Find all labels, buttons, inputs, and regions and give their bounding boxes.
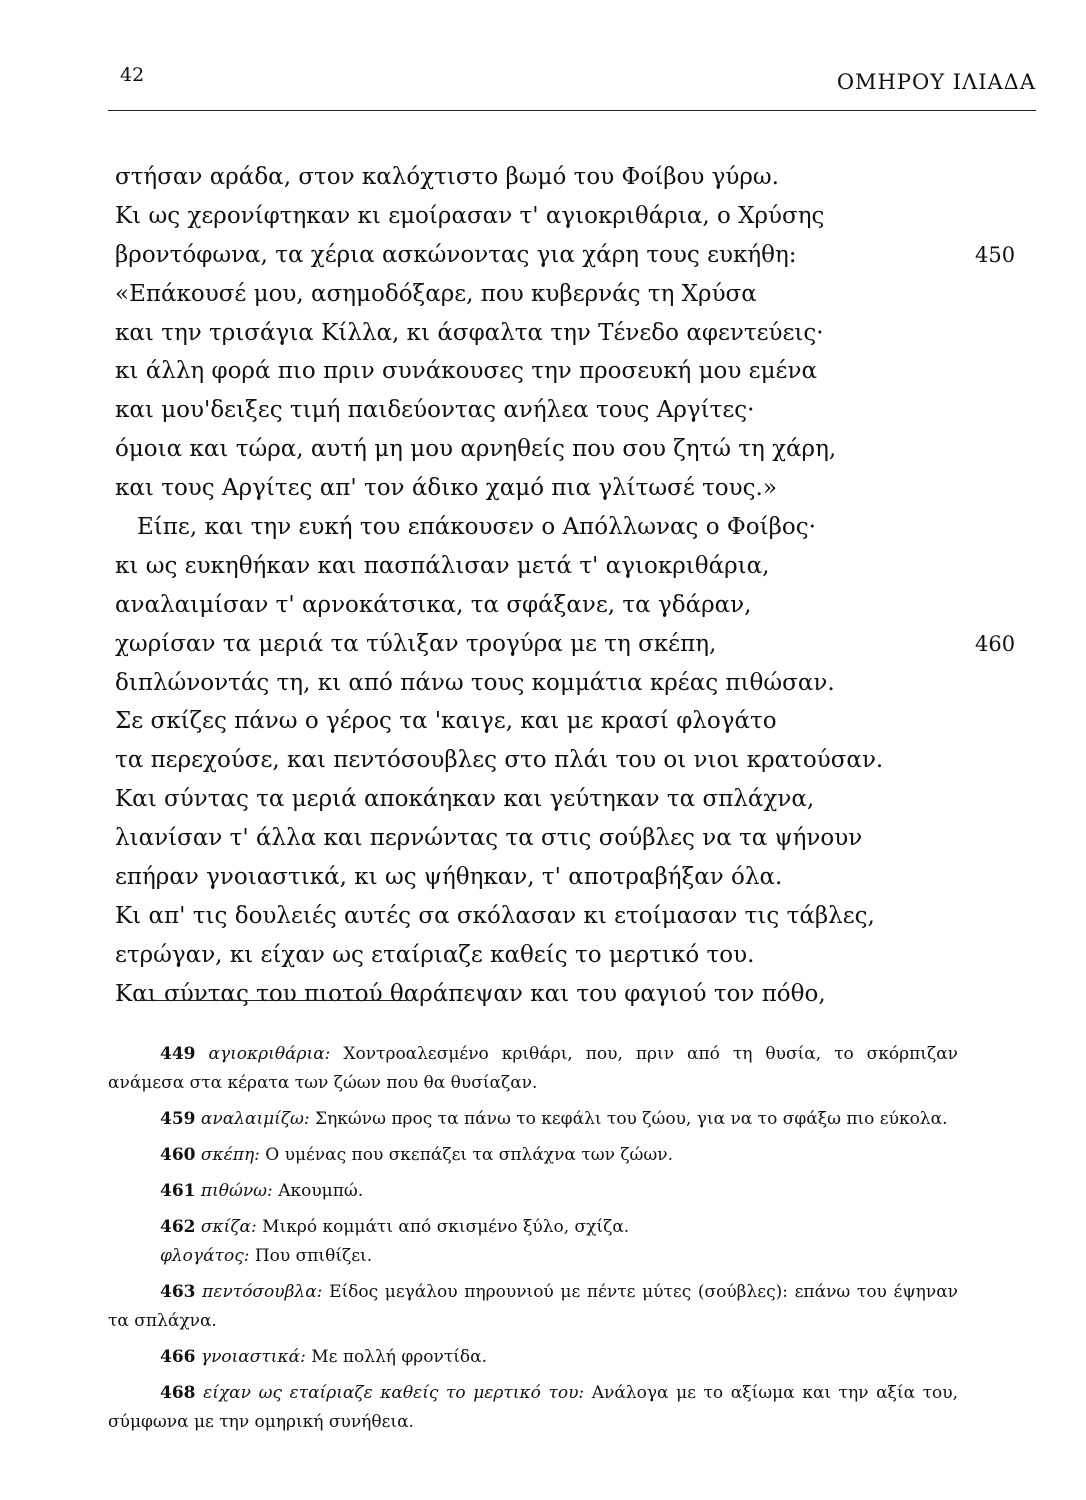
verse-line	[115, 586, 1055, 625]
footnote	[108, 1213, 958, 1242]
verse-line	[115, 936, 1055, 975]
verse-line	[115, 469, 1055, 508]
verse-line	[115, 625, 1055, 664]
footnote	[108, 1379, 958, 1437]
verse-text: κι ως ευκηθήκαν και πασπάλισαν μετά τ' αγιοκριθάρια,	[115, 552, 770, 579]
page-header	[0, 0, 1086, 112]
verse-text: και μου'δειξες τιμή παιδεύοντας ανήλεα τους Αργίτες·	[115, 397, 755, 424]
verse-text: Και σύντας τα μεριά αποκάηκαν και γεύτηκαν τα σπλάχνα,	[115, 786, 815, 813]
footnote-text: Ο υμένας που σκεπάζει τα σπλάχνα των ζώων.	[265, 1145, 673, 1165]
line-number: 460	[975, 631, 1016, 656]
footnote-number: 463	[160, 1282, 196, 1302]
footnote	[108, 1278, 958, 1336]
verse-line	[115, 819, 1055, 858]
footnote-term: σκέπη:	[200, 1145, 260, 1165]
verse-text: λιανίσαν τ' άλλα και περνώντας τα στις σούβλες να τα ψήνουν	[115, 825, 863, 852]
verse-line	[115, 391, 1055, 430]
verse-text: διπλώνοντάς τη, κι από πάνω τους κομμάτια κρέας πιθώσαν.	[115, 669, 835, 696]
verse-text: Και σύντας του πιοτού θαράπεψαν και του φαγιού τον πόθο,	[115, 980, 826, 1007]
footnote-number: 461	[160, 1181, 196, 1201]
footnote	[108, 1242, 958, 1271]
footnote-term: γνοιαστικά:	[200, 1347, 306, 1367]
footnote-text: Που σπιθίζει.	[254, 1246, 373, 1266]
footnote	[108, 1105, 958, 1134]
footnote-text: Είδος μεγάλου πηρουνιού με πέντε μύτες (σούβλες): επάνω του έψηναν τα σπλάχνα.	[108, 1282, 959, 1331]
verse-text: επήραν γνοιαστικά, κι ως ψήθηκαν, τ' αποτραβήξαν όλα.	[115, 864, 783, 891]
footnote-text: Ανάλογα με το αξίωμα και την αξία του, σύμφωνα με την ομηρική συνήθεια.	[108, 1383, 959, 1432]
footnote-text: Χοντροαλεσμένο κριθάρι, που, πριν από τη θυσία, το σκόρπιζαν ανάμεσα στα κέρατα των ζώων που θα θυσίαζαν.	[108, 1044, 959, 1093]
footnote-term: αναλαιμίζω:	[200, 1109, 310, 1129]
verse-line	[115, 158, 1055, 197]
verse-line	[115, 702, 1055, 741]
footnote-number: 462	[160, 1217, 196, 1237]
footnote-number: 449	[160, 1044, 196, 1064]
footnote-text: Μικρό κομμάτι από σκισμένο ξύλο, σχίζα.	[262, 1217, 630, 1237]
verse-line	[115, 741, 1055, 780]
verse-text: Κι ως χερονίφτηκαν κι εμοίρασαν τ' αγιοκριθάρια, ο Χρύσης	[115, 202, 825, 229]
footnote	[108, 1040, 958, 1098]
verse-line	[115, 314, 1055, 353]
verse-text: χωρίσαν τα μεριά τα τύλιξαν τρογύρα με τη σκέπη,	[115, 630, 717, 657]
verse-line	[115, 275, 1055, 314]
footnote-text: Με πολλή φροντίδα.	[311, 1347, 488, 1367]
verse-text: και τους Αργίτες απ' τον άδικο χαμό πια γλίτωσέ τους.»	[115, 475, 777, 502]
footnote-text: Ακουμπώ.	[278, 1181, 364, 1201]
footnote-term: πεντόσουβλα:	[202, 1282, 323, 1302]
footnote-term: πιθώνω:	[200, 1181, 273, 1201]
footnote-term: αγιοκριθάρια:	[208, 1044, 331, 1064]
footnote-number: 466	[160, 1347, 196, 1367]
verse-text: Κι απ' τις δουλειές αυτές σα σκόλασαν κι ετοίμασαν τις τάβλες,	[115, 902, 875, 929]
verse-line	[115, 858, 1055, 897]
footnote-number: 468	[160, 1383, 196, 1403]
verse-text: βροντόφωνα, τα χέρια ασκώνοντας για χάρη τους ευκήθη:	[115, 241, 797, 268]
verse-line	[115, 780, 1055, 819]
footnote	[108, 1177, 958, 1206]
footnote-number: 460	[160, 1145, 196, 1165]
running-title: ΟΜΗΡΟΥ ΙΛΙΑΔΑ	[836, 70, 1036, 94]
verse-text: αναλαιμίσαν τ' αρνοκάτσικα, τα σφάξανε, τα γδάραν,	[115, 591, 752, 618]
poem-text	[115, 158, 1055, 1014]
footnote-text: Σηκώνω προς τα πάνω το κεφάλι του ζώου, για να το σφάξω πιο εύκολα.	[315, 1109, 948, 1129]
line-number: 450	[975, 242, 1016, 267]
verse-line	[115, 236, 1055, 275]
footnote-rule	[135, 1000, 407, 1001]
verse-line	[115, 897, 1055, 936]
verse-line	[115, 508, 1055, 547]
verse-line	[115, 547, 1055, 586]
footnotes	[108, 1040, 958, 1444]
verse-line	[115, 430, 1055, 469]
header-rule	[108, 110, 1036, 111]
footnote-term: είχαν ως εταίριαζε καθείς το μερτικό του:	[203, 1383, 585, 1403]
verse-text: όμοια και τώρα, αυτή μη μου αρνηθείς που σου ζητώ τη χάρη,	[115, 436, 837, 463]
footnote-term: φλογάτος:	[160, 1246, 250, 1266]
verse-text: ετρώγαν, κι είχαν ως εταίριαζε καθείς το μερτικό του.	[115, 941, 755, 968]
verse-line	[115, 197, 1055, 236]
verse-text: κι άλλη φορά πιο πριν συνάκουσες την προσευκή μου εμένα	[115, 358, 817, 385]
page-number: 42	[120, 64, 145, 86]
verse-line	[115, 975, 1055, 1014]
footnote-number: 459	[160, 1109, 196, 1129]
verse-text: και την τρισάγια Κίλλα, κι άσφαλτα την Τένεδο αφεντεύεις·	[115, 319, 824, 346]
verse-text: τα περεχούσε, και πεντόσουβλες στο πλάι του οι νιοι κρατούσαν.	[115, 747, 884, 774]
verse-text: στήσαν αράδα, στον καλόχτιστο βωμό του Φοίβου γύρω.	[115, 164, 779, 190]
footnote	[108, 1343, 958, 1372]
footnote-term: σκίζα:	[200, 1217, 257, 1237]
verse-line	[115, 352, 1055, 391]
verse-text: Είπε, και την ευκή του επάκουσεν ο Απόλλωνας ο Φοίβος·	[137, 514, 816, 541]
verse-line	[115, 664, 1055, 703]
footnote	[108, 1141, 958, 1170]
verse-text: «Επάκουσέ μου, ασημοδόξαρε, που κυβερνάς τη Χρύσα	[115, 280, 757, 307]
verse-text: Σε σκίζες πάνω ο γέρος τα 'καιγε, και με κρασί φλογάτο	[115, 708, 777, 735]
